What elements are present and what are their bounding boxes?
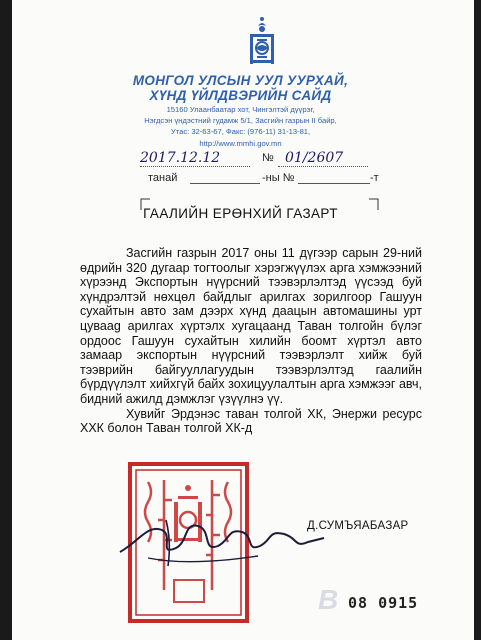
letter-body (80, 246, 422, 436)
website: http://www.mmhi.gov.mn (199, 139, 282, 148)
address-line2: Нэгдсэн үндэстний гудамж 5/1, Засгийн газрын II байр, (144, 116, 337, 125)
reply-prefix: танай (148, 172, 178, 184)
letter-number: 01/2607 (285, 150, 344, 166)
letter-date: 2017.12.12 (140, 150, 221, 166)
watermark-logo: B (318, 584, 339, 615)
address-line1: 15160 Улаанбаатар хот, Чингэлтэй дүүрэг, (166, 105, 315, 114)
date-underline (140, 166, 250, 167)
soyombo-emblem-icon (249, 16, 275, 66)
reply-number-blank (298, 183, 370, 184)
number-underline (278, 166, 368, 167)
number-label: № (262, 152, 274, 164)
date-field (140, 150, 220, 166)
body-paragraph-2: Хувийг Эрдэнэс таван толгой ХК, Энержи ресурс ХХК болон Таван толгой ХК-д (80, 406, 422, 436)
reply-date-blank (190, 183, 260, 184)
org-name-line1: МОНГОЛ УЛСЫН УУЛ УУРХАЙ, (132, 73, 349, 88)
org-name-line2: ХҮНД ҮЙЛДВЭРИЙН САЙД (149, 88, 332, 103)
serial-number: 08 0915 (348, 594, 419, 612)
reply-suffix: -т (370, 172, 379, 184)
body-paragraph-1: Засгийн газрын 2017 оны 11 дүгээр сарын 29-ний өдрийн 320 дугаар тогтоолыг хэрэгжүүлэх арга хэмжээний хүрээнд Экспортын нүүрсний тээвэрлэлтэд үүсээд буй хүндрэлтэй нөхцөл байдлыг арилгах зорилгоор Гашуун сухайтын авто зам дээрх хүнд даацын автомашины урт цуваag арилгах хүртэлх хугацаанд Таван толгойн бүлэг ордоос Гашуун сухайтын хилийн боомт хүртэл авто замаар экспортын нүүрсний тээвэрлэлт хийж буй тээврийн байгууллагуудын тээвэрлэлтэд гаалийн бүрдүүлэлт хийхгүй байх зохицуулалтын арга хэмжээг авч, бидний ажилд дэмжлэг үзүүлнэ үү. (80, 246, 422, 406)
signer-name: Д.СУМЪЯАБАЗАР (307, 520, 409, 532)
reply-mid: -ны № (262, 172, 295, 184)
address-line3: Утас: 32-63-67, Факс: (976-11) 31-13-81, (170, 127, 311, 136)
recipient-title: ГААЛИЙН ЕРӨНХИЙ ГАЗАРТ (143, 206, 338, 221)
handwritten-signature (118, 512, 328, 570)
number-field (285, 150, 343, 166)
